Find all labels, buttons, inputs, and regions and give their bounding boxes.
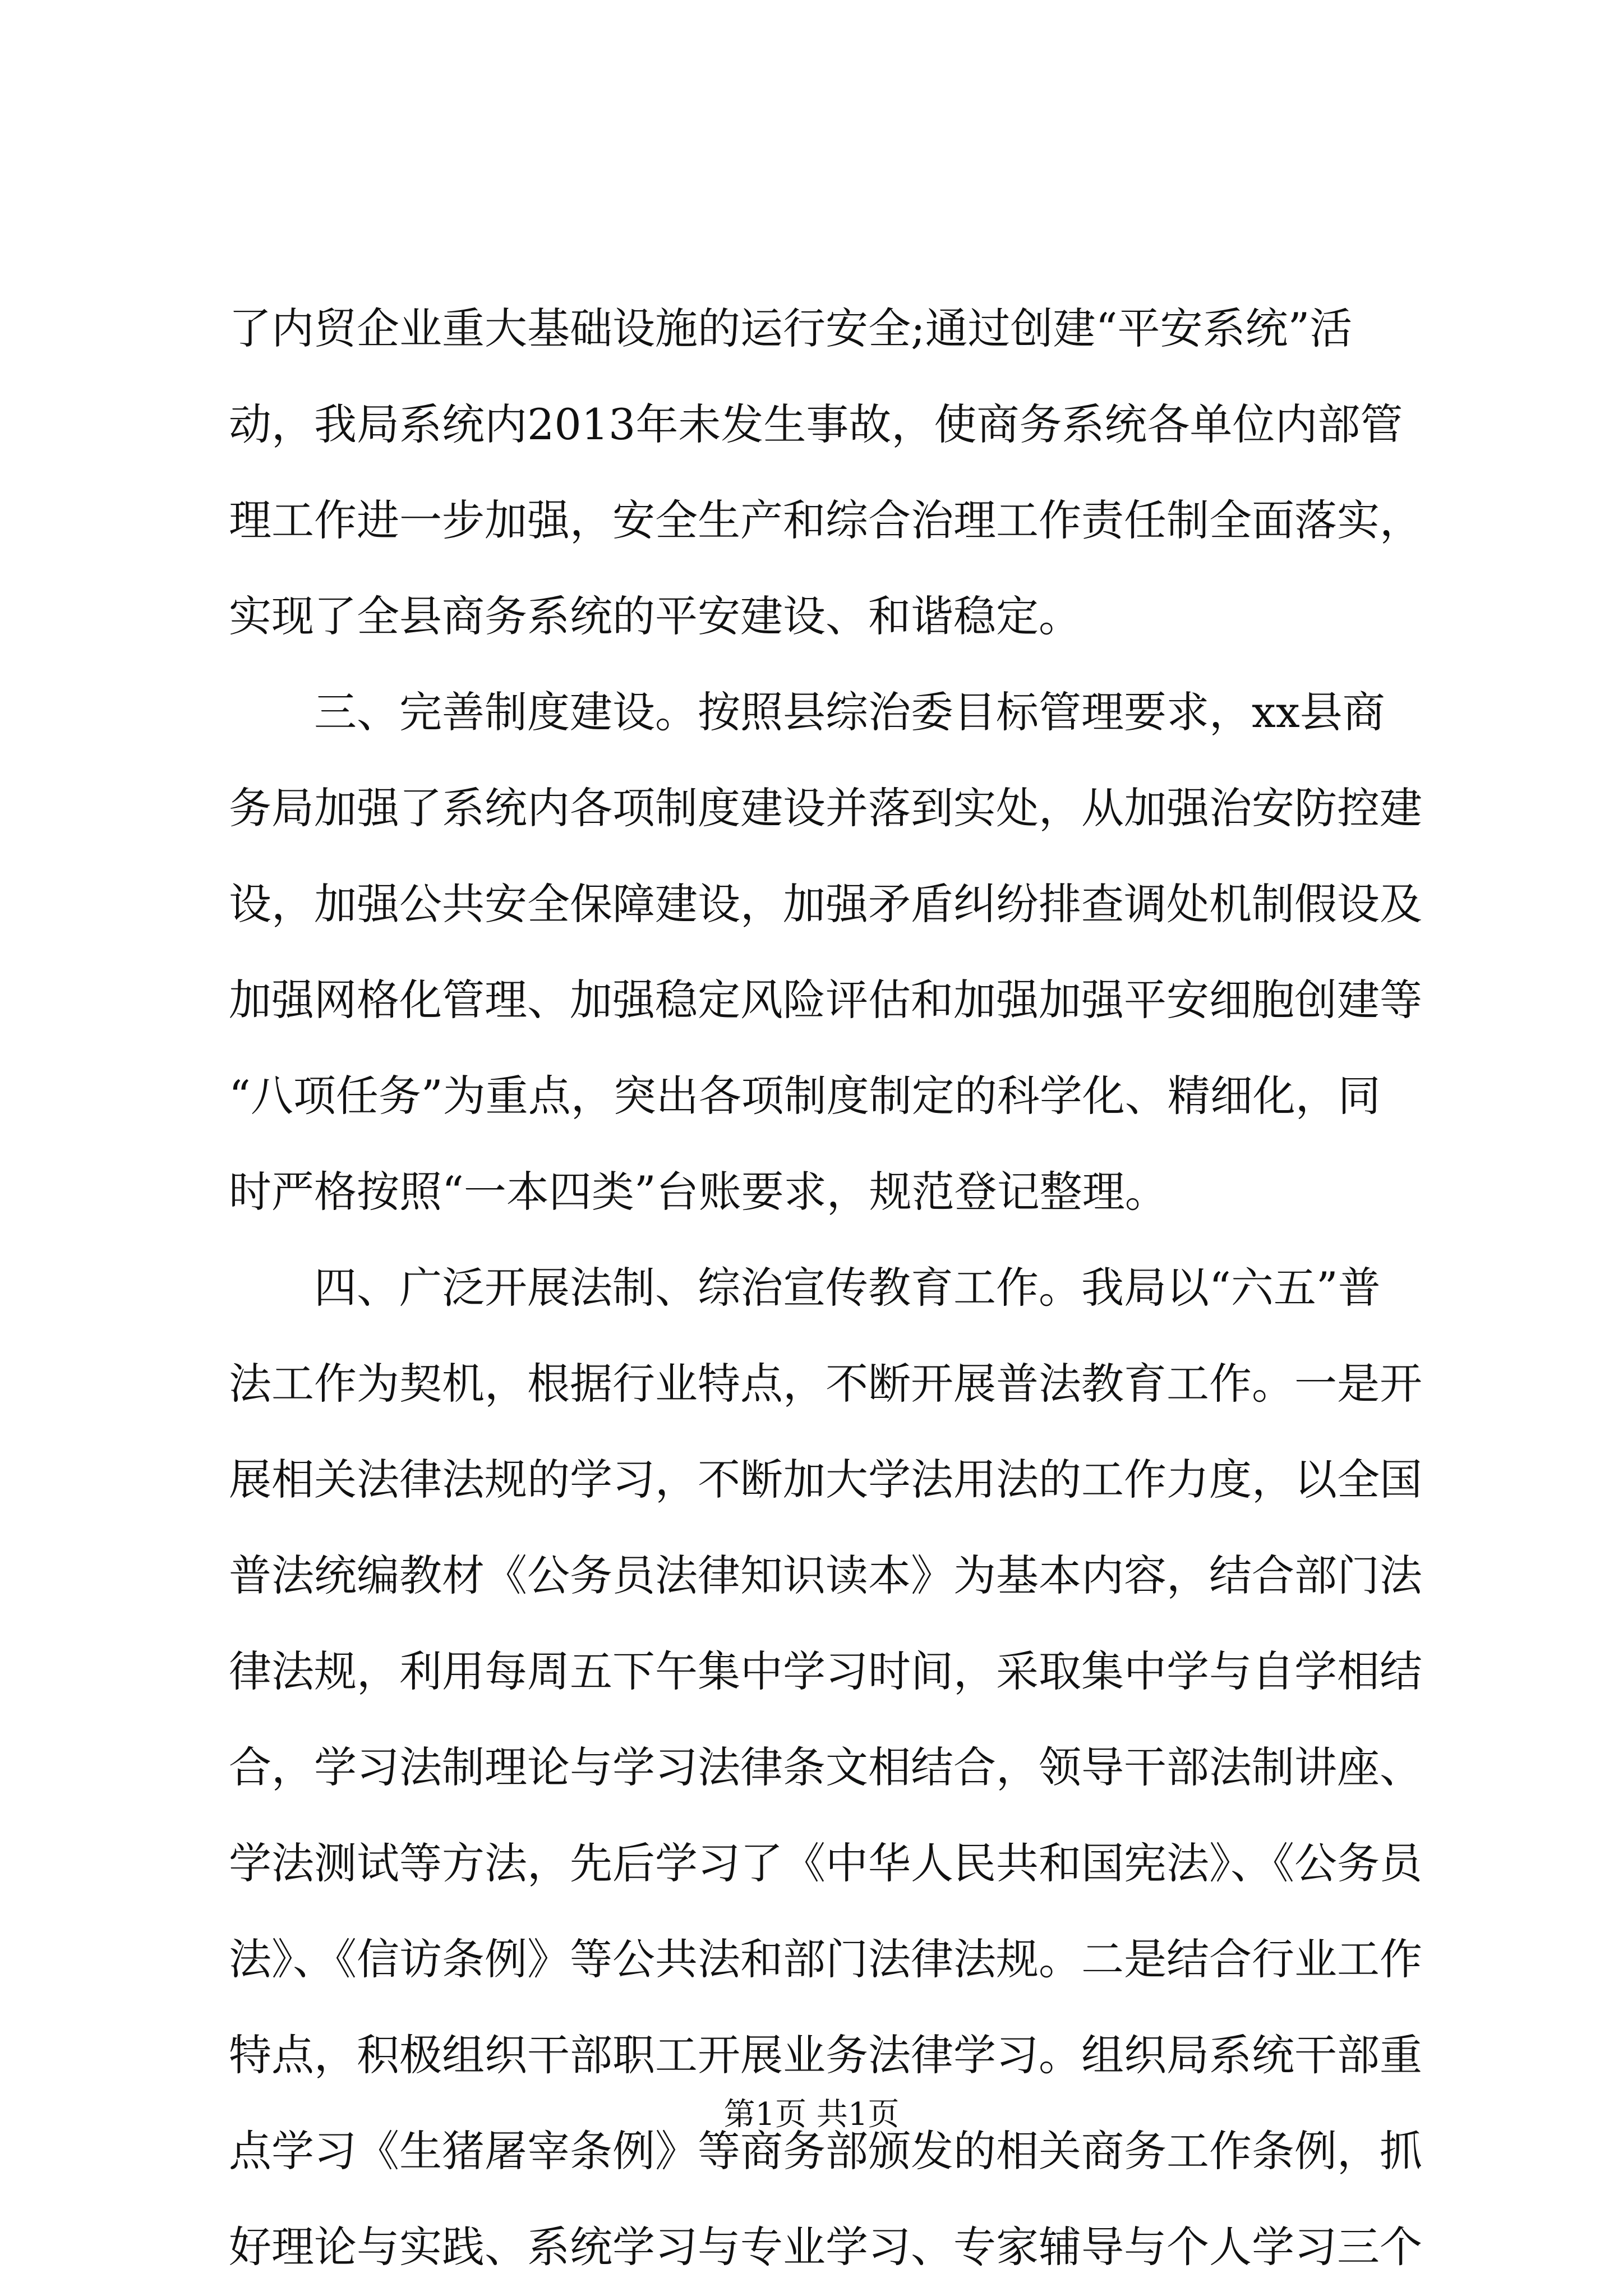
text-line: 点学习《生猪屠宰条例》等商务部颁发的相关商务工作条例，抓 <box>229 2126 1422 2176</box>
page-footer: 第1页 共1页 <box>723 2096 900 2133</box>
text-line: 法》、《信访条例》等公共法和部门法律法规。二是结合行业工作 <box>229 1934 1422 1984</box>
text-line: 设，加强公共安全保障建设，加强矛盾纠纷排查调处机制假设及 <box>229 879 1422 929</box>
text-line: 律法规，利用每周五下午集中学习时间，采取集中学与自学相结 <box>229 1646 1422 1696</box>
text-line: 实现了全县商务系统的平安建设、和谐稳定。 <box>229 591 1081 641</box>
body-text <box>229 280 1451 2295</box>
text-line: 动，我局系统内2013年未发生事故，使商务系统各单位内部管 <box>229 399 1403 449</box>
text-line: 展相关法律法规的学习，不断加大学法用法的工作力度，以全国 <box>229 1455 1422 1504</box>
text-line: “八项任务”为重点，突出各项制度制定的科学化、精细化，同 <box>229 1071 1381 1121</box>
text-line: 普法统编教材《公务员法律知识读本》为基本内容，结合部门法 <box>229 1550 1422 1600</box>
text-line: 特点，积极组织干部职工开展业务法律学习。组织局系统干部重 <box>229 2030 1422 2080</box>
text-line: 理工作进一步加强，安全生产和综合治理工作责任制全面落实， <box>229 495 1422 545</box>
text-line: 加强网格化管理、加强稳定风险评估和加强加强平安细胞创建等 <box>229 975 1422 1025</box>
text-line: 务局加强了系统内各项制度建设并落到实处，从加强治安防控建 <box>229 783 1422 833</box>
text-line: 三、完善制度建设。按照县综治委目标管理要求，xx县商 <box>229 687 1385 737</box>
text-line: 法工作为契机，根据行业特点，不断开展普法教育工作。一是开 <box>229 1359 1422 1409</box>
text-line: 了内贸企业重大基础设施的运行安全;通过创建“平安系统”活 <box>229 303 1353 353</box>
text-line: 合，学习法制理论与学习法律条文相结合，领导干部法制讲座、 <box>229 1742 1422 1792</box>
text-line: 学法测试等方法，先后学习了《中华人民共和国宪法》、《公务员 <box>229 1838 1422 1888</box>
text-line: 好理论与实践、系统学习与专业学习、专家辅导与个人学习三个 <box>229 2222 1422 2272</box>
text-line: 四、广泛开展法制、综治宣传教育工作。我局以“六五”普 <box>229 1263 1381 1313</box>
text-line: 时严格按照“一本四类”台账要求，规范登记整理。 <box>229 1167 1168 1217</box>
